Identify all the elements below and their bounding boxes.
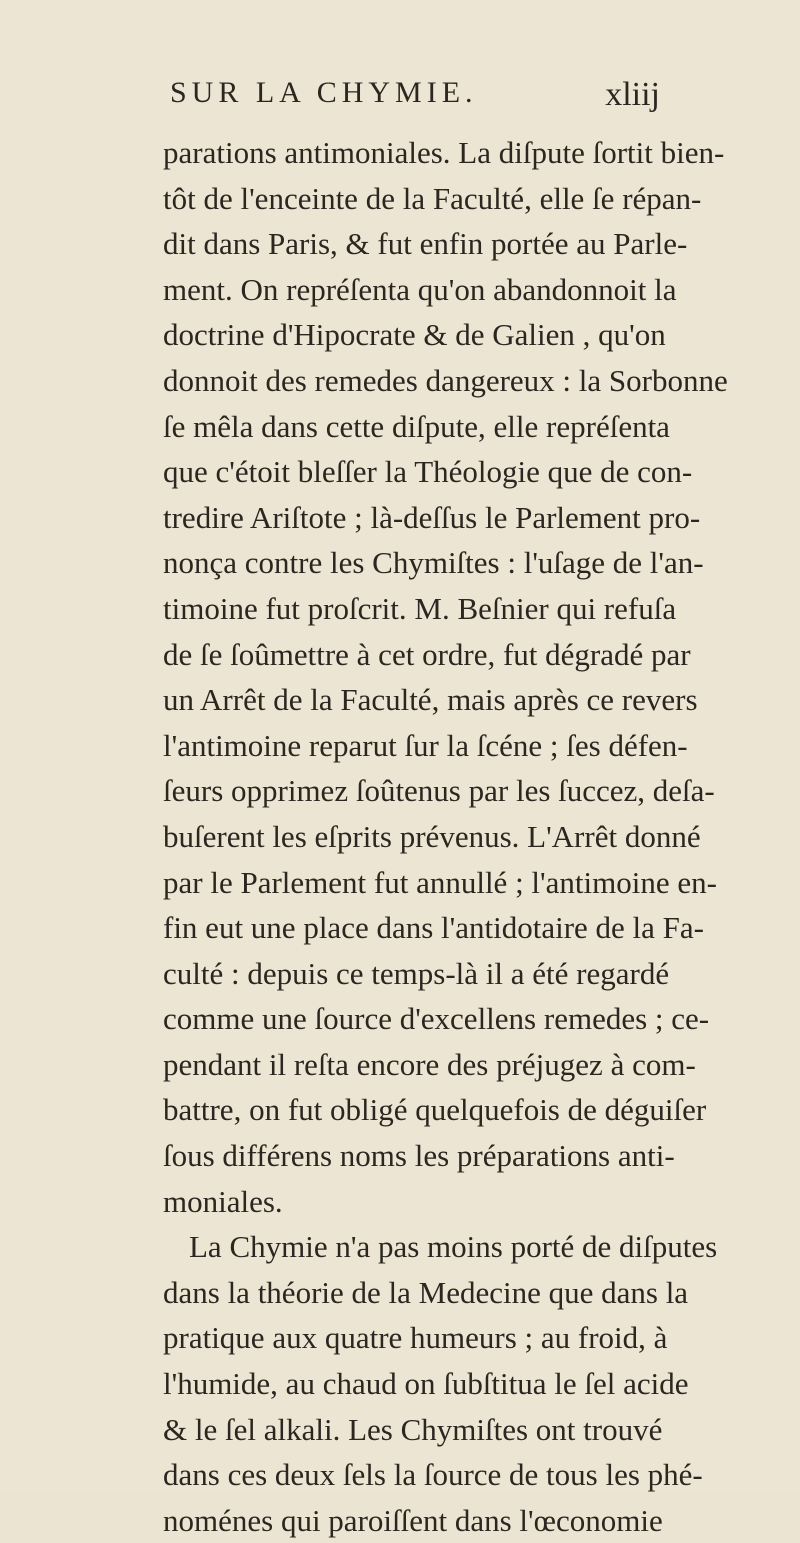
- text-line: doctrine d'Hipocrate & de Galien , qu'on: [163, 317, 666, 353]
- text-line: comme une ſource d'excellens remedes ; ce-: [163, 1001, 710, 1037]
- running-title: SUR LA CHYMIE.: [170, 76, 478, 109]
- text-line: ſeurs opprimez ſoûtenus par les ſuccez, deſa-: [163, 773, 715, 809]
- text-line: nonça contre les Chymiſtes : l'uſage de l'an-: [163, 545, 704, 581]
- text-line: dit dans Paris, & fut enfin portée au Parle-: [163, 226, 688, 262]
- text-line: tredire Ariſtote ; là-deſſus le Parlement pro-: [163, 499, 701, 535]
- text-line: parations antimoniales. La diſpute ſortit bien-: [163, 135, 725, 170]
- text-line: ſous différens noms les préparations anti-: [163, 1138, 675, 1174]
- text-line: pratique aux quatre humeurs ; au froid, à: [163, 1320, 668, 1356]
- text-line: tôt de l'enceinte de la Faculté, elle ſe répan-: [163, 180, 702, 216]
- text-line: dans ces deux ſels la ſource de tous les phé-: [163, 1457, 703, 1493]
- text-line: buſerent les eſprits prévenus. L'Arrêt donné: [163, 818, 701, 854]
- page-number: xliij: [605, 76, 660, 113]
- text-line: culté : depuis ce temps-là il a été regardé: [163, 955, 670, 991]
- page-header: [170, 76, 660, 128]
- text-line: ſe mêla dans cette diſpute, elle repréſenta: [163, 408, 670, 444]
- text-line: l'antimoine reparut ſur la ſcéne ; ſes défen-: [163, 727, 688, 763]
- text-line: que c'étoit bleſſer la Théologie que de con-: [163, 454, 693, 490]
- text-line: battre, on fut obligé quelquefois de déguiſer: [163, 1092, 707, 1128]
- text-line: timoine fut proſcrit. M. Beſnier qui refuſa: [163, 590, 677, 626]
- text-line: de ſe ſoûmettre à cet ordre, fut dégradé par: [163, 636, 691, 672]
- text-line: fin eut une place dans l'antidotaire de la Fa-: [163, 910, 704, 946]
- text-line: l'humide, au chaud on ſubſtitua le ſel acide: [163, 1366, 689, 1402]
- body-text: [163, 130, 728, 1543]
- text-line: par le Parlement fut annullé ; l'antimoine en-: [163, 864, 717, 900]
- text-line-paragraph-start: La Chymie n'a pas moins porté de diſputes: [189, 1229, 718, 1265]
- text-line: & le ſel alkali. Les Chymiſtes ont trouvé: [163, 1411, 663, 1447]
- text-line: dans la théorie de la Medecine que dans la: [163, 1274, 689, 1310]
- text-line: un Arrêt de la Faculté, mais après ce revers: [163, 682, 698, 718]
- text-line-paragraph-end: moniales.: [163, 1183, 283, 1219]
- text-line: noménes qui paroiſſent dans l'œconomie: [163, 1502, 663, 1538]
- text-line: pendant il reſta encore des préjugez à com-: [163, 1046, 696, 1082]
- text-line: donnoit des remedes dangereux : la Sorbonne: [163, 362, 728, 398]
- text-line: ment. On repréſenta qu'on abandonnoit la: [163, 271, 677, 307]
